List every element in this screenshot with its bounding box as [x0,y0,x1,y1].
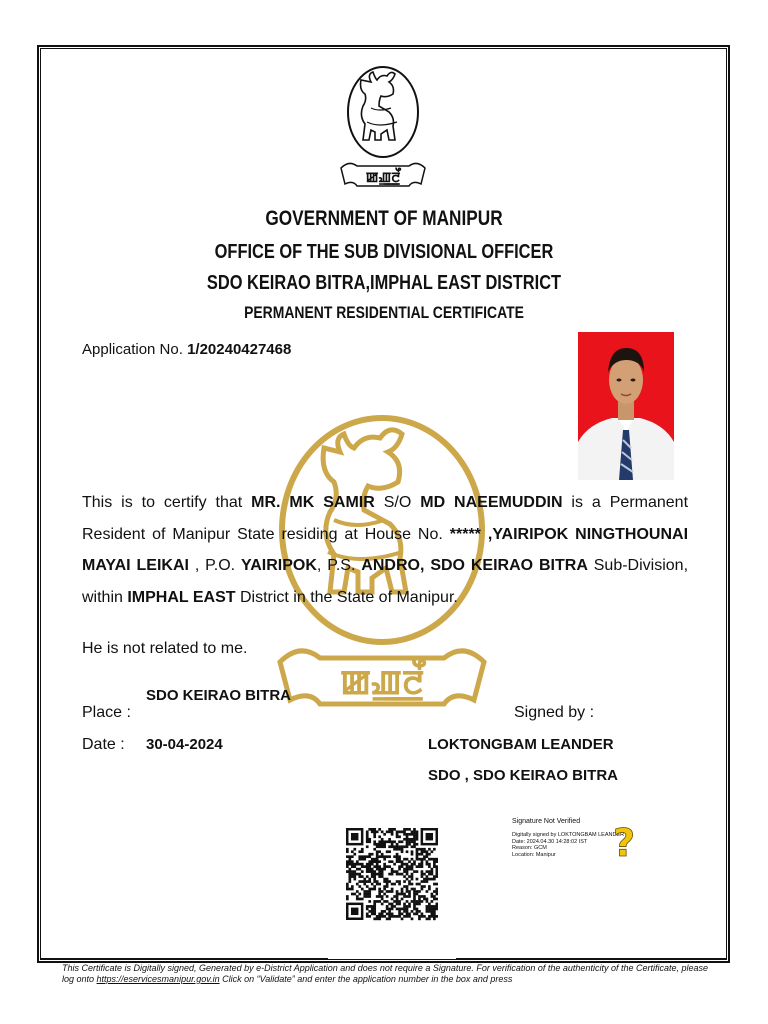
divider-line [40,958,328,959]
qr-code [346,826,438,938]
certificate-body [82,487,688,613]
footer-note [62,963,712,985]
application-number-label: Application No. [82,341,188,358]
question-mark-icon [612,822,636,862]
government-title: GOVERNMENT OF MANIPUR [265,207,503,230]
body-text: This is to certify that [82,494,252,511]
sub-division: SDO KEIRAO BITRA [430,557,588,574]
body-text: , P.S. [316,557,362,574]
application-number [82,341,291,358]
body-text: S/O [374,494,421,511]
watermark-script: ꯀꯉ꯭ꯂꯩ [339,663,425,703]
place-label: Place : [82,704,131,721]
body-text: District in the State of Manipur. [235,588,458,606]
signed-by-label: Signed by : [514,704,595,721]
emblem-script: ꯀꯉ꯭ꯂꯩ [365,170,401,186]
digital-signature-line: Digitally signed by LOKTONGBAM LEANDER [512,832,625,838]
certificate-title: PERMANENT RESIDENTIAL CERTIFICATE [244,303,524,322]
body-text: , P.O. [188,557,242,574]
digital-signature-details [512,832,624,858]
relation-statement: He is not related to me. [82,640,248,657]
body-text: Sub-Division, within [82,557,689,606]
house-number: ***** [449,525,481,543]
verification-link[interactable]: https://eservicesmanipur.gov.in [96,974,220,984]
date-label: Date : [82,736,125,753]
date-value: 30-04-2024 [146,736,223,753]
signer-name: LOKTONGBAM LEANDER [428,736,614,753]
application-number-value: 1/20240427468 [187,341,292,358]
signer-role: SDO , SDO KEIRAO BITRA [428,767,619,784]
svg-text:?: ? [612,822,636,862]
footer-text: Click on “Validate” and enter the application number in the box and press [219,974,513,984]
body-text: is a Permanent Resident of Manipur State residing at House No. [82,494,689,543]
digital-signature-line: Date: 2024.04.30 14:28:02 IST [512,838,588,845]
digital-signature-line: Reason: GCM [512,845,547,851]
office-title: OFFICE OF THE SUB DIVISIONAL OFFICER [214,241,554,263]
state-emblem-kangla-sha [333,64,433,199]
sdo-title: SDO KEIRAO BITRA,IMPHAL EAST DISTRICT [206,272,562,294]
district: IMPHAL EAST [127,588,236,606]
signature-status: Signature Not Verified [512,818,581,825]
police-station: ANDRO [361,557,420,574]
applicant-name: MR. MK SAMIR [251,494,375,511]
body-text: , [480,525,493,543]
father-name: MD NAEEMUDDIN [420,494,563,511]
locality: YAIRIPOK NINGTHOUNAI MAYAI LEIKAI [82,525,689,574]
place-value: SDO KEIRAO BITRA [146,687,292,704]
applicant-photo [578,332,674,480]
divider-line [456,958,727,959]
digital-signature-line: Location: Manipur [512,851,556,858]
body-text: , [419,557,431,574]
post-office: YAIRIPOK [241,557,317,574]
footer-text: This Certificate is Digitally signed, Generated by e-District Application and does not require a Signature. For verification of the authenticity of the Certificate, please log onto [62,963,708,984]
